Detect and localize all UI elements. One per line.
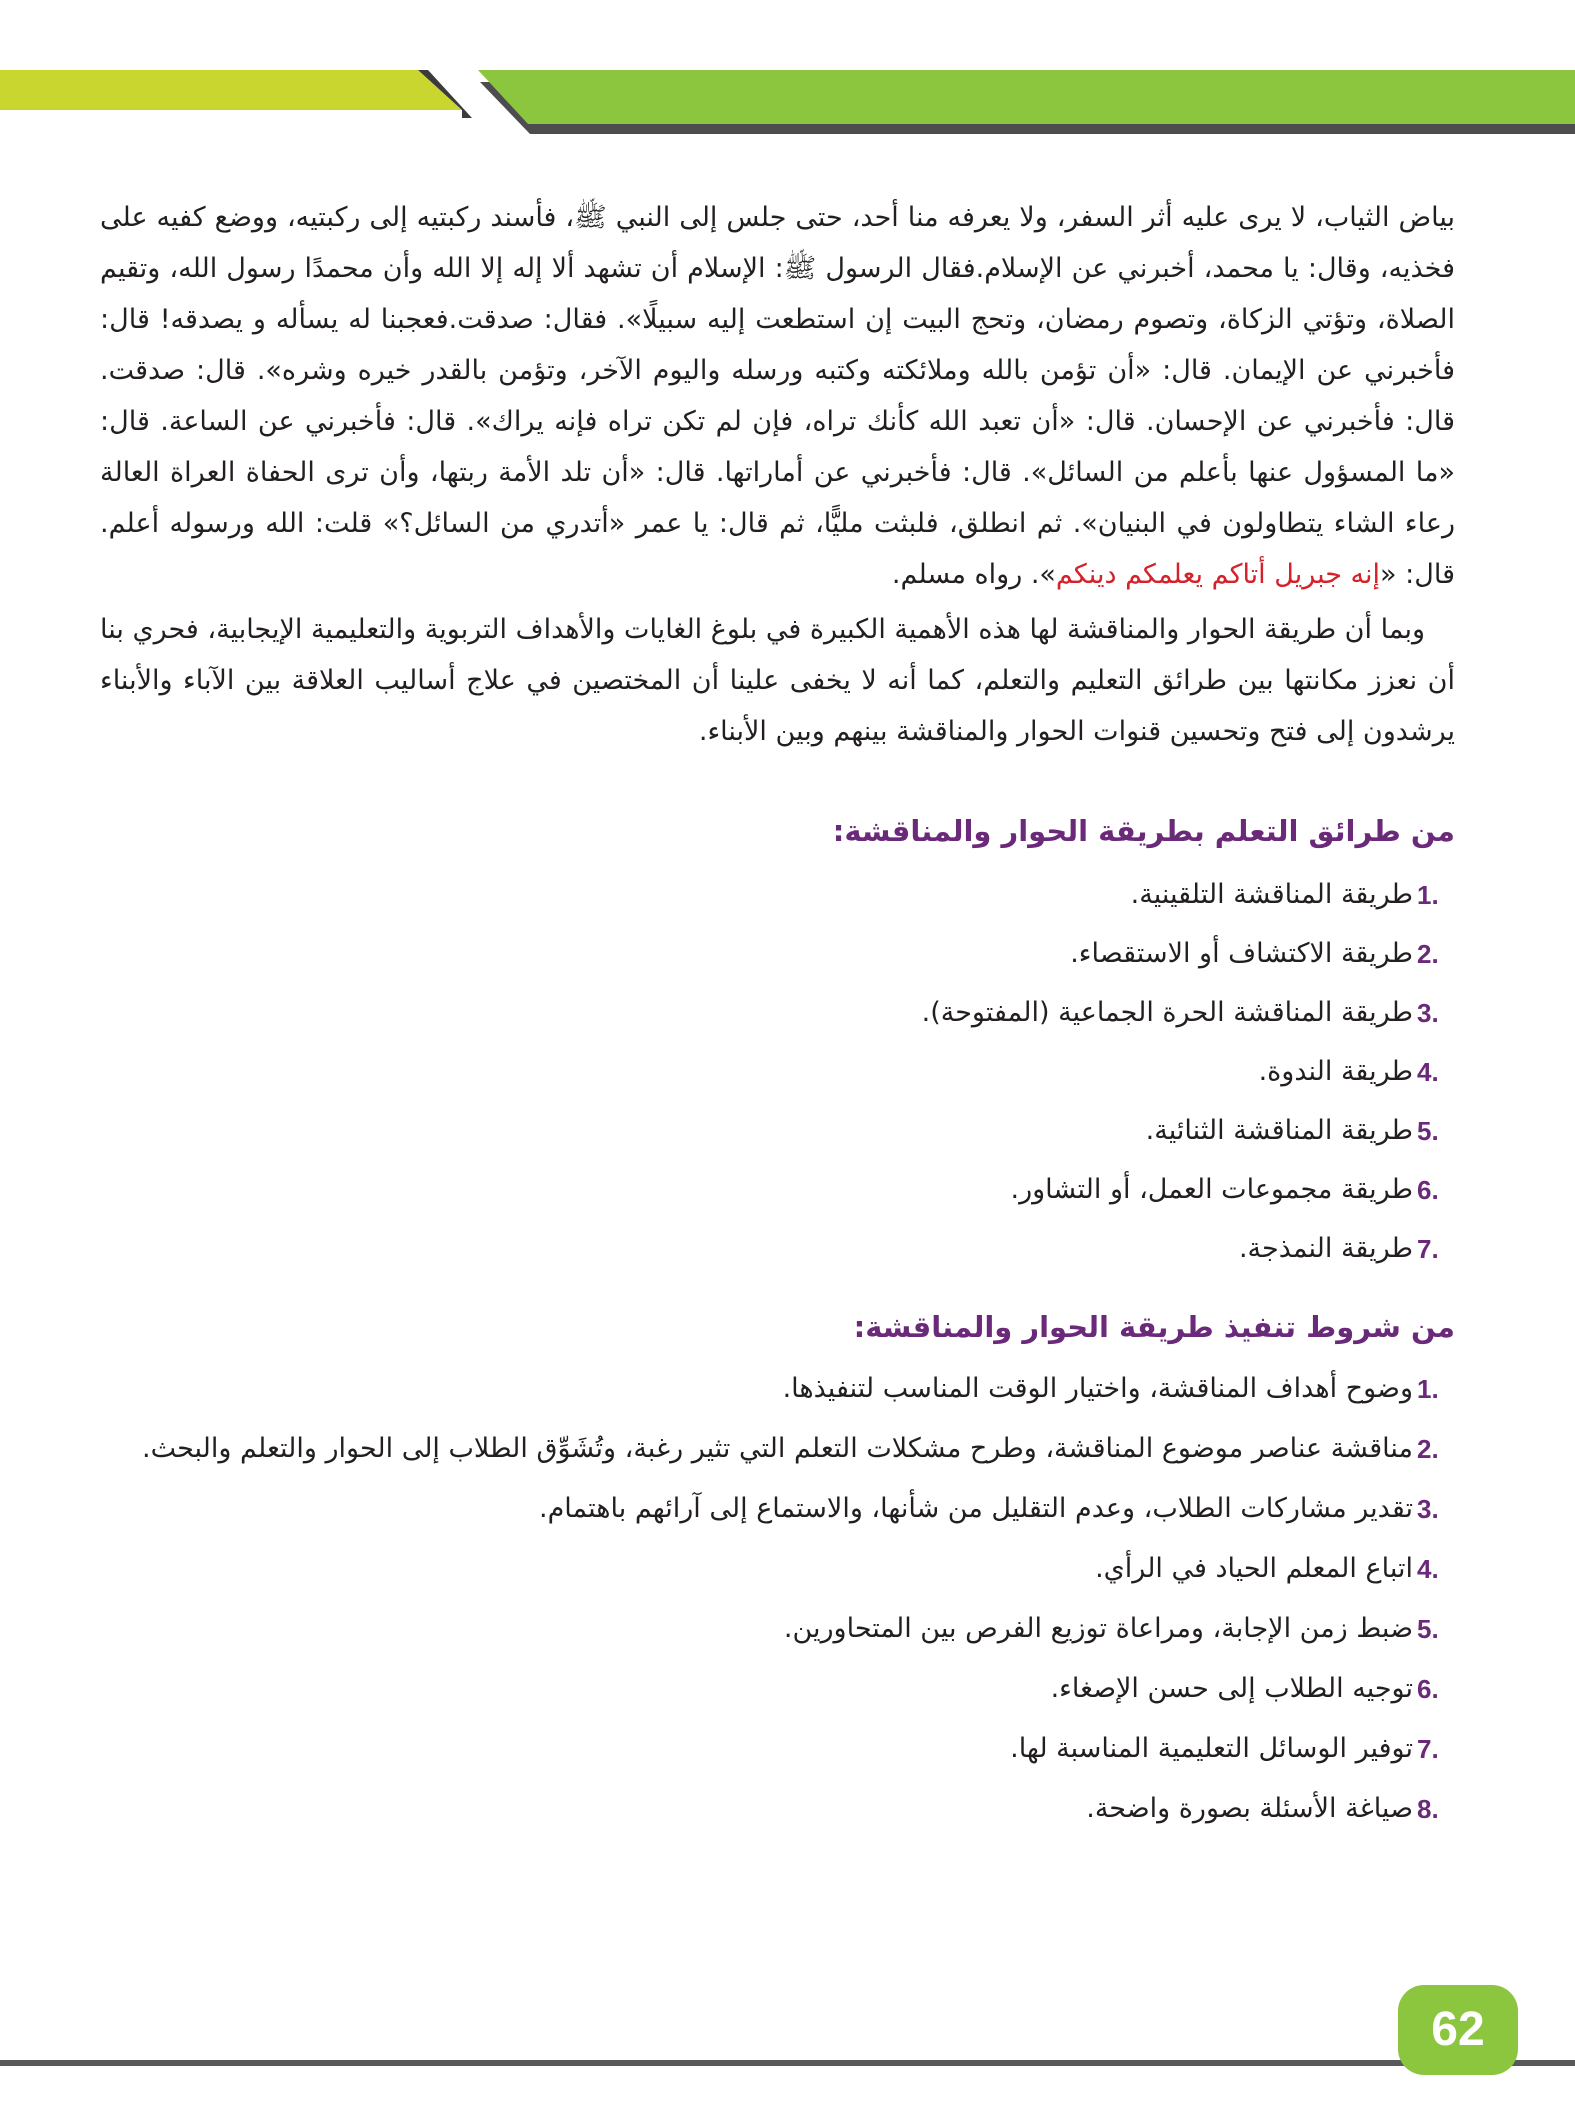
page-number: 62 (1398, 1985, 1518, 2075)
list-item (100, 1605, 1455, 1653)
header-decoration (0, 0, 1575, 150)
section-heading-methods: من طرائق التعلم بطريقة الحوار والمناقشة: (832, 814, 1455, 848)
list-number: 3. (1417, 998, 1439, 1028)
list-text: طريقة الاكتشاف أو الاستقصاء. (1070, 938, 1413, 969)
list-item (100, 989, 1455, 1037)
hadith-text: بياض الثياب، لا يرى عليه أثر السفر، ولا يعرفه منا أحد، حتى جلس إلى النبي ﷺ، فأسند ركبتيه إلى ركبتيه، ووضع كفيه على فخذيه، وقال: يا محمد، أخبرني عن الإسلام.فقال الرسول ﷺ: الإسلام أن تشهد ألا إله إلا الله وأن محمدًا رسول الله، وتقيم الصلاة، وتؤتي الزكاة، وتصوم رمضان، وتحج البيت إن استطعت إليه سبيلًا». فقال: صدقت.فعجبنا له يسأله و يصدقه! قال: فأخبرني عن الإيمان. قال: «أن تؤمن بالله وملائكته وكتبه ورسله واليوم الآخر، وتؤمن بالقدر خيره وشره». قال: صدقت. قال: فأخبرني عن الإحسان. قال: «أن تعبد الله كأنك تراه، فإن لم تكن تراه فإنه يراك». قال: فأخبرني عن الساعة. قال: «ما المسؤول عنها بأعلم من السائل». قال: فأخبرني عن أماراتها. قال: «أن تلد الأمة ربتها، وأن ترى الحفاة العراة العالة رعاء الشاء يتطاولون في البنيان». ثم انطلق، فلبثت مليًّا، ثم قال: يا عمر «أتدري من السائل؟» قلت: الله ورسوله أعلم. قال: « (100, 202, 1455, 590)
footer-decoration (0, 2030, 1575, 2126)
list-item (100, 871, 1455, 919)
hadith-ending: ». رواه مسلم. (891, 559, 1056, 590)
hadith-highlight: إنه جبريل أتاكم يعلمكم دينكم (1055, 559, 1381, 590)
conditions-list (100, 1365, 1455, 1833)
list-number: 7. (1417, 1234, 1439, 1264)
page-content (100, 192, 1455, 1845)
list-text: طريقة المناقشة التلقينية. (1130, 879, 1413, 910)
list-number: 1. (1417, 880, 1439, 910)
list-item (100, 1166, 1455, 1214)
list-text: صياغة الأسئلة بصورة واضحة. (1086, 1793, 1413, 1824)
intro-paragraph: وبما أن طريقة الحوار والمناقشة لها هذه الأهمية الكبيرة في بلوغ الغايات والأهداف التربوية والتعليمية الإيجابية، فحري بنا أن نعزز مكانتها بين طرائق التعليم والتعلم، كما أنه لا يخفى علينا أن المختصين في علاج أساليب العلاقة بين الآباء والأبناء يرشدون إلى فتح وتحسين قنوات الحوار والمناقشة بينهم وبين الأبناء. (100, 614, 1455, 747)
list-text: تقدير مشاركات الطلاب، وعدم التقليل من شأنها، والاستماع إلى آرائهم باهتمام. (538, 1493, 1413, 1524)
list-item (100, 1665, 1455, 1713)
list-text: طريقة مجموعات العمل، أو التشاور. (1010, 1174, 1413, 1205)
list-number: 4. (1417, 1554, 1439, 1584)
section-heading-conditions: من شروط تنفيذ طريقة الحوار والمناقشة: (853, 1310, 1455, 1344)
list-text: طريقة النمذجة. (1238, 1233, 1413, 1264)
header-lime-band (0, 70, 462, 110)
list-item (100, 1225, 1455, 1273)
list-item (100, 1107, 1455, 1155)
list-text: توجيه الطلاب إلى حسن الإصغاء. (1050, 1673, 1413, 1704)
list-text: توفير الوسائل التعليمية المناسبة لها. (1010, 1733, 1413, 1764)
list-number: 1. (1417, 1374, 1439, 1404)
list-number: 2. (1417, 939, 1439, 969)
list-item (100, 1785, 1455, 1833)
footer-line (0, 2060, 1575, 2066)
list-number: 5. (1417, 1116, 1439, 1146)
list-item (100, 1048, 1455, 1096)
list-number: 5. (1417, 1614, 1439, 1644)
list-text: طريقة الندوة. (1258, 1056, 1413, 1087)
list-number: 6. (1417, 1674, 1439, 1704)
list-text: طريقة المناقشة الثنائية. (1145, 1115, 1413, 1146)
list-number: 6. (1417, 1175, 1439, 1205)
hadith-paragraph (100, 192, 1455, 600)
methods-list (100, 871, 1455, 1273)
list-number: 7. (1417, 1734, 1439, 1764)
list-text: مناقشة عناصر موضوع المناقشة، وطرح مشكلات التعلم التي تثير رغبة، وتُشَوِّق الطلاب إلى الحوار والتعلم والبحث. (142, 1433, 1413, 1464)
list-text: وضوح أهداف المناقشة، واختيار الوقت المناسب لتنفيذها. (782, 1373, 1413, 1404)
list-item (100, 930, 1455, 978)
list-number: 4. (1417, 1057, 1439, 1087)
list-item (100, 1425, 1455, 1473)
list-text: طريقة المناقشة الحرة الجماعية (المفتوحة). (921, 997, 1413, 1028)
list-text: اتباع المعلم الحياد في الرأي. (1095, 1553, 1413, 1584)
list-item (100, 1725, 1455, 1773)
list-item (100, 1545, 1455, 1593)
list-number: 2. (1417, 1434, 1439, 1464)
header-green-band (478, 70, 1575, 124)
list-item (100, 1365, 1455, 1413)
list-text: ضبط زمن الإجابة، ومراعاة توزيع الفرص بين المتحاورين. (783, 1613, 1413, 1644)
list-number: 3. (1417, 1494, 1439, 1524)
list-item (100, 1485, 1455, 1533)
list-number: 8. (1417, 1794, 1439, 1824)
